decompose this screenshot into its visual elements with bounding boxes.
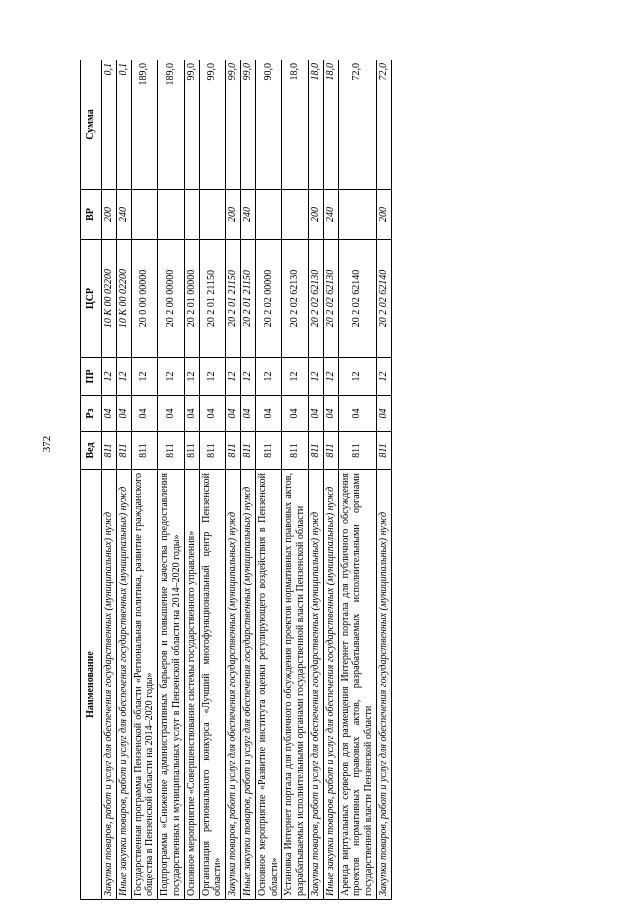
cell-name: Иные закупки товаров, работ и услуг для обеспечения государственных (муниципальных) нужд — [240, 470, 255, 900]
cell-vr: 200 — [226, 190, 241, 240]
cell-csr: 20 2 02 00000 — [255, 240, 282, 358]
cell-sum: 90,0 — [255, 60, 282, 190]
cell-pr: 12 — [282, 358, 309, 396]
cell-pr: 12 — [102, 358, 117, 396]
cell-name: Основное мероприятие «Развитие института оценки регулирующего воздействия в Пензенской области» — [255, 470, 282, 900]
cell-pr: 12 — [308, 358, 323, 396]
cell-vr — [184, 190, 199, 240]
header-ved: Вед — [81, 432, 102, 470]
cell-pr: 12 — [226, 358, 241, 396]
cell-csr: 10 К 00 02200 — [102, 240, 117, 358]
cell-pr: 12 — [255, 358, 282, 396]
cell-pr: 12 — [158, 358, 185, 396]
cell-sum: 99,0 — [199, 60, 226, 190]
cell-csr: 20 2 01 21150 — [226, 240, 241, 358]
header-vr: ВР — [81, 190, 102, 240]
table-row — [226, 60, 241, 900]
cell-rz: 04 — [199, 396, 226, 432]
cell-ved: 811 — [116, 432, 131, 470]
cell-ved: 811 — [255, 432, 282, 470]
cell-ved: 811 — [338, 432, 376, 470]
cell-vr: 240 — [240, 190, 255, 240]
cell-sum: 189,0 — [158, 60, 185, 190]
cell-name: Закупка товаров, работ и услуг для обеспечения государственных (муниципальных) нужд — [308, 470, 323, 900]
cell-sum: 72,0 — [376, 60, 391, 190]
cell-ved: 811 — [323, 432, 338, 470]
table-row — [158, 60, 185, 900]
cell-rz: 04 — [226, 396, 241, 432]
cell-sum: 99,0 — [240, 60, 255, 190]
table-row — [282, 60, 309, 900]
cell-ved: 811 — [282, 432, 309, 470]
rotated-page-area — [80, 60, 550, 900]
cell-sum: 0,1 — [116, 60, 131, 190]
table-header-row — [81, 60, 102, 900]
cell-rz: 04 — [240, 396, 255, 432]
cell-rz: 04 — [184, 396, 199, 432]
cell-name: Установка Интернет портала для публичного обсуждения проектов нормативных правовых актов, разрабатываемых исполнительными органами государственной власти Пензенской области — [282, 470, 309, 900]
cell-vr: 240 — [323, 190, 338, 240]
cell-ved: 811 — [308, 432, 323, 470]
cell-name: Иные закупки товаров, работ и услуг для обеспечения государственных (муниципальных) нужд — [323, 470, 338, 900]
cell-csr: 20 2 02 62130 — [323, 240, 338, 358]
table-row — [376, 60, 391, 900]
table-row — [308, 60, 323, 900]
cell-ved: 811 — [184, 432, 199, 470]
cell-rz: 04 — [255, 396, 282, 432]
cell-vr — [158, 190, 185, 240]
table-row — [116, 60, 131, 900]
cell-ved: 811 — [376, 432, 391, 470]
cell-sum: 18,0 — [308, 60, 323, 190]
table-row — [255, 60, 282, 900]
cell-name: Государственная программа Пензенской области «Региональная политика, развитие гражданского общества в Пензенской области на 2014–2020 годы» — [131, 470, 158, 900]
header-rz: Рз — [81, 396, 102, 432]
cell-rz: 04 — [323, 396, 338, 432]
cell-pr: 12 — [116, 358, 131, 396]
cell-pr: 12 — [131, 358, 158, 396]
cell-ved: 811 — [158, 432, 185, 470]
budget-table — [80, 60, 392, 900]
cell-name: Закупка товаров, работ и услуг для обеспечения государственных (муниципальных) нужд — [226, 470, 241, 900]
cell-pr: 12 — [184, 358, 199, 396]
cell-vr — [131, 190, 158, 240]
cell-csr: 10 К 00 02200 — [116, 240, 131, 358]
cell-name: Закупка товаров, работ и услуг для обеспечения государственных (муниципальных) нужд — [376, 470, 391, 900]
cell-name: Иные закупки товаров, работ и услуг для обеспечения государственных (муниципальных) нужд — [116, 470, 131, 900]
cell-rz: 04 — [282, 396, 309, 432]
cell-sum: 0,1 — [102, 60, 117, 190]
cell-vr: 200 — [102, 190, 117, 240]
cell-name: Организация регионального конкурса «Лучший многофункциональный центр Пензенской области» — [199, 470, 226, 900]
header-csr: ЦСР — [81, 240, 102, 358]
table-row — [199, 60, 226, 900]
budget-table-container — [80, 60, 550, 900]
table-row — [184, 60, 199, 900]
cell-name: Основное мероприятие «Совершенствование системы государственного управления» — [184, 470, 199, 900]
cell-csr: 20 0 00 00000 — [131, 240, 158, 358]
cell-rz: 04 — [308, 396, 323, 432]
cell-vr: 200 — [308, 190, 323, 240]
cell-csr: 20 2 01 00000 — [184, 240, 199, 358]
cell-name: Подпрограмма «Снижение административных барьеров и повышение качества предоставления государственных и муниципальных услуг в Пензенской области на 2014–2020 годы» — [158, 470, 185, 900]
cell-rz: 04 — [102, 396, 117, 432]
cell-pr: 12 — [323, 358, 338, 396]
table-row — [131, 60, 158, 900]
cell-rz: 04 — [376, 396, 391, 432]
table-row — [240, 60, 255, 900]
cell-rz: 04 — [116, 396, 131, 432]
cell-pr: 12 — [376, 358, 391, 396]
table-row — [338, 60, 376, 900]
cell-ved: 811 — [102, 432, 117, 470]
cell-sum: 99,0 — [226, 60, 241, 190]
cell-csr: 20 2 01 21150 — [240, 240, 255, 358]
cell-rz: 04 — [338, 396, 376, 432]
cell-vr — [255, 190, 282, 240]
header-sum: Сумма — [81, 60, 102, 190]
cell-sum: 18,0 — [282, 60, 309, 190]
cell-vr — [338, 190, 376, 240]
cell-sum: 99,0 — [184, 60, 199, 190]
cell-ved: 811 — [226, 432, 241, 470]
cell-csr: 20 2 02 62140 — [338, 240, 376, 358]
cell-pr: 12 — [240, 358, 255, 396]
table-body — [102, 60, 392, 900]
cell-rz: 04 — [131, 396, 158, 432]
header-pr: ПР — [81, 358, 102, 396]
cell-csr: 20 2 02 62130 — [282, 240, 309, 358]
cell-sum: 18,0 — [323, 60, 338, 190]
page-number: 372 — [41, 435, 53, 453]
cell-ved: 811 — [240, 432, 255, 470]
header-name: Наименование — [81, 470, 102, 900]
cell-name: Закупка товаров, работ и услуг для обеспечения государственных (муниципальных) нужд — [102, 470, 117, 900]
cell-rz: 04 — [158, 396, 185, 432]
cell-csr: 20 2 01 21150 — [199, 240, 226, 358]
cell-pr: 12 — [199, 358, 226, 396]
cell-vr: 240 — [116, 190, 131, 240]
cell-csr: 20 2 00 00000 — [158, 240, 185, 358]
cell-vr — [199, 190, 226, 240]
cell-csr: 20 2 02 62130 — [308, 240, 323, 358]
cell-ved: 811 — [199, 432, 226, 470]
cell-sum: 72,0 — [338, 60, 376, 190]
cell-name: Аренда виртуальных серверов для размещения Интернет портала для публичного обсуждения проектов нормативных правовых актов, разрабатываемых исполнительными органами государственной власти Пензенской области — [338, 470, 376, 900]
cell-sum: 189,0 — [131, 60, 158, 190]
cell-vr — [282, 190, 309, 240]
table-row — [323, 60, 338, 900]
cell-vr: 200 — [376, 190, 391, 240]
cell-csr: 20 2 02 62140 — [376, 240, 391, 358]
cell-ved: 811 — [131, 432, 158, 470]
cell-pr: 12 — [338, 358, 376, 396]
table-row — [102, 60, 117, 900]
